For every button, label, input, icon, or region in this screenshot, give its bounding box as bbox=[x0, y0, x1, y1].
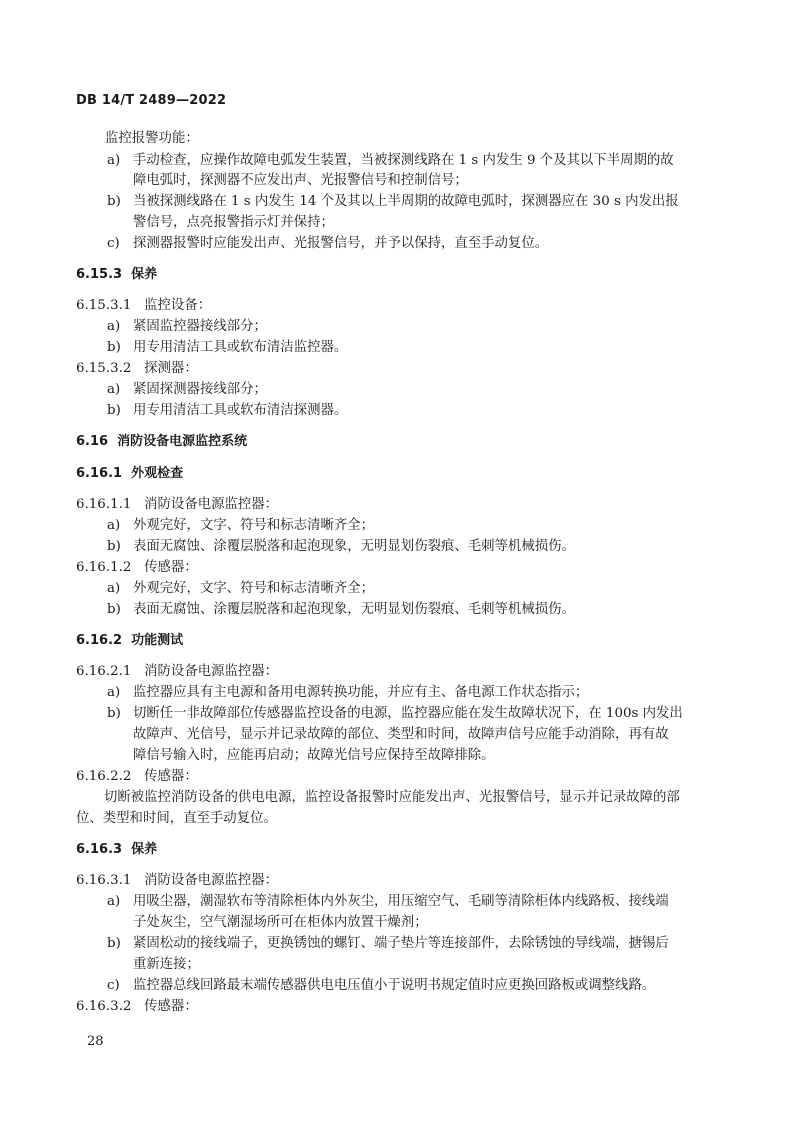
list-item: 用专用清洁工具或软布清洁监控器。 bbox=[133, 340, 348, 355]
list-item: 紧固监控器接线部分； bbox=[133, 319, 267, 334]
list-label: a) bbox=[107, 382, 121, 397]
list-label: a) bbox=[107, 319, 121, 334]
clause-number: 6.15.3.2 bbox=[76, 361, 132, 376]
list-item: 用专用清洁工具或软布清洁探测器。 bbox=[133, 403, 348, 418]
clause-6-16-1-1 bbox=[76, 496, 278, 514]
paragraph-continuation: 位、类型和时间，直至手动复位。 bbox=[76, 811, 277, 826]
clause-number: 6.16.2.1 bbox=[76, 664, 132, 679]
list-item: 当被探测线路在 1 s 内发生 14 个及其以上半周期的故障电弧时，探测器应在 30 s 内发出报 bbox=[133, 194, 679, 209]
standard-code-header: DB 14/T 2489—2022 bbox=[76, 93, 227, 108]
list-label: b) bbox=[107, 706, 121, 721]
list-label: a) bbox=[107, 581, 121, 596]
list-item: 紧固松动的接线端子，更换锈蚀的螺钉、端子垫片等连接部件，去除锈蚀的导线端，搪锡后 bbox=[133, 936, 669, 951]
clause-text: 传感器： bbox=[144, 560, 198, 575]
list-item-continuation: 警信号，点亮报警指示灯并保持； bbox=[133, 215, 334, 230]
list-item-continuation: 障信号输入时，应能再启动；故障光信号应保持至故障排除。 bbox=[133, 748, 495, 763]
list-label: b) bbox=[107, 403, 121, 418]
list-label: b) bbox=[107, 936, 121, 951]
section-heading-6-16-2 bbox=[76, 632, 183, 650]
clause-number: 6.15.3.1 bbox=[76, 298, 132, 313]
section-heading-6-16-1 bbox=[76, 465, 183, 483]
page-number: 28 bbox=[87, 1034, 104, 1049]
list-label: a) bbox=[107, 153, 121, 168]
list-label: b) bbox=[107, 602, 121, 617]
section-number: 6.16 bbox=[76, 434, 109, 449]
clause-text: 传感器： bbox=[144, 769, 198, 784]
list-item: 切断任一非故障部位传感器监控设备的电源，监控器应能在发生故障状况下，在 100s 内发出 bbox=[133, 706, 683, 721]
section-number: 6.16.2 bbox=[76, 633, 123, 648]
list-item-continuation: 障电弧时，探测器不应发出声、光报警信号和控制信号； bbox=[133, 173, 468, 188]
list-item: 监控器总线回路最末端传感器供电电压值小于说明书规定值时应更换回路板或调整线路。 bbox=[133, 978, 656, 993]
clause-6-16-3-2 bbox=[76, 998, 198, 1016]
list-label: a) bbox=[107, 685, 121, 700]
list-label: a) bbox=[107, 518, 121, 533]
clause-6-15-3-2 bbox=[76, 360, 198, 378]
clause-6-16-2-2 bbox=[76, 768, 198, 786]
section-number: 6.16.3 bbox=[76, 842, 123, 857]
paragraph: 监控报警功能： bbox=[105, 131, 199, 146]
section-title: 消防设备电源监控系统 bbox=[117, 434, 248, 449]
clause-6-16-2-1 bbox=[76, 663, 278, 681]
list-label: b) bbox=[107, 539, 121, 554]
clause-text: 监控设备： bbox=[144, 298, 212, 313]
section-title: 保养 bbox=[131, 842, 158, 857]
list-label: b) bbox=[107, 340, 121, 355]
clause-number: 6.16.3.2 bbox=[76, 999, 132, 1014]
clause-text: 探测器： bbox=[144, 361, 198, 376]
list-item-continuation: 子处灰尘，空气潮湿场所可在柜体内放置干燥剂； bbox=[133, 915, 428, 930]
list-label: c) bbox=[107, 236, 120, 251]
list-item: 探测器报警时应能发出声、光报警信号，并予以保持，直至手动复位。 bbox=[133, 236, 549, 251]
clause-number: 6.16.2.2 bbox=[76, 769, 132, 784]
clause-number: 6.16.1.1 bbox=[76, 497, 132, 512]
list-item-continuation: 重新连接； bbox=[133, 957, 200, 972]
list-item: 监控器应具有主电源和备用电源转换功能，并应有主、备电源工作状态指示； bbox=[133, 685, 589, 700]
section-title: 功能测试 bbox=[131, 633, 184, 648]
clause-number: 6.16.3.1 bbox=[76, 873, 132, 888]
list-item: 手动检查，应操作故障电弧发生装置，当被探测线路在 1 s 内发生 9 个及其以下半周期的故 bbox=[133, 153, 674, 168]
list-label: c) bbox=[107, 978, 120, 993]
section-number: 6.16.1 bbox=[76, 466, 123, 481]
clause-6-16-3-1 bbox=[76, 872, 278, 890]
section-title: 保养 bbox=[131, 267, 158, 282]
clause-text: 消防设备电源监控器： bbox=[144, 664, 279, 679]
list-item: 外观完好，文字、符号和标志清晰齐全； bbox=[133, 581, 375, 596]
section-heading-6-15-3 bbox=[76, 266, 157, 284]
list-label: b) bbox=[107, 194, 121, 209]
list-item: 外观完好，文字、符号和标志清晰齐全； bbox=[133, 518, 375, 533]
section-heading-6-16 bbox=[76, 433, 247, 451]
section-title: 外观检查 bbox=[131, 466, 184, 481]
clause-text: 消防设备电源监控器： bbox=[144, 873, 279, 888]
section-heading-6-16-3 bbox=[76, 841, 157, 859]
clause-number: 6.16.1.2 bbox=[76, 560, 132, 575]
list-item: 表面无腐蚀、涂覆层脱落和起泡现象，无明显划伤裂痕、毛刺等机械损伤。 bbox=[133, 602, 575, 617]
section-number: 6.15.3 bbox=[76, 267, 123, 282]
clause-text: 传感器： bbox=[144, 999, 198, 1014]
list-item: 用吸尘器，潮湿软布等清除柜体内外灰尘，用压缩空气、毛刷等清除柜体内线路板、接线端 bbox=[133, 894, 669, 909]
list-item: 表面无腐蚀、涂覆层脱落和起泡现象，无明显划伤裂痕、毛刺等机械损伤。 bbox=[133, 539, 575, 554]
clause-text: 消防设备电源监控器： bbox=[144, 497, 279, 512]
list-item-continuation: 故障声、光信号，显示并记录故障的部位、类型和时间，故障声信号应能手动消除，再有故 bbox=[133, 727, 669, 742]
list-label: a) bbox=[107, 894, 121, 909]
clause-6-15-3-1 bbox=[76, 297, 211, 315]
clause-6-16-1-2 bbox=[76, 559, 198, 577]
paragraph: 切断被监控消防设备的供电电源，监控设备报警时应能发出声、光报警信号，显示并记录故障的部 bbox=[104, 790, 680, 805]
list-item: 紧固探测器接线部分； bbox=[133, 382, 267, 397]
